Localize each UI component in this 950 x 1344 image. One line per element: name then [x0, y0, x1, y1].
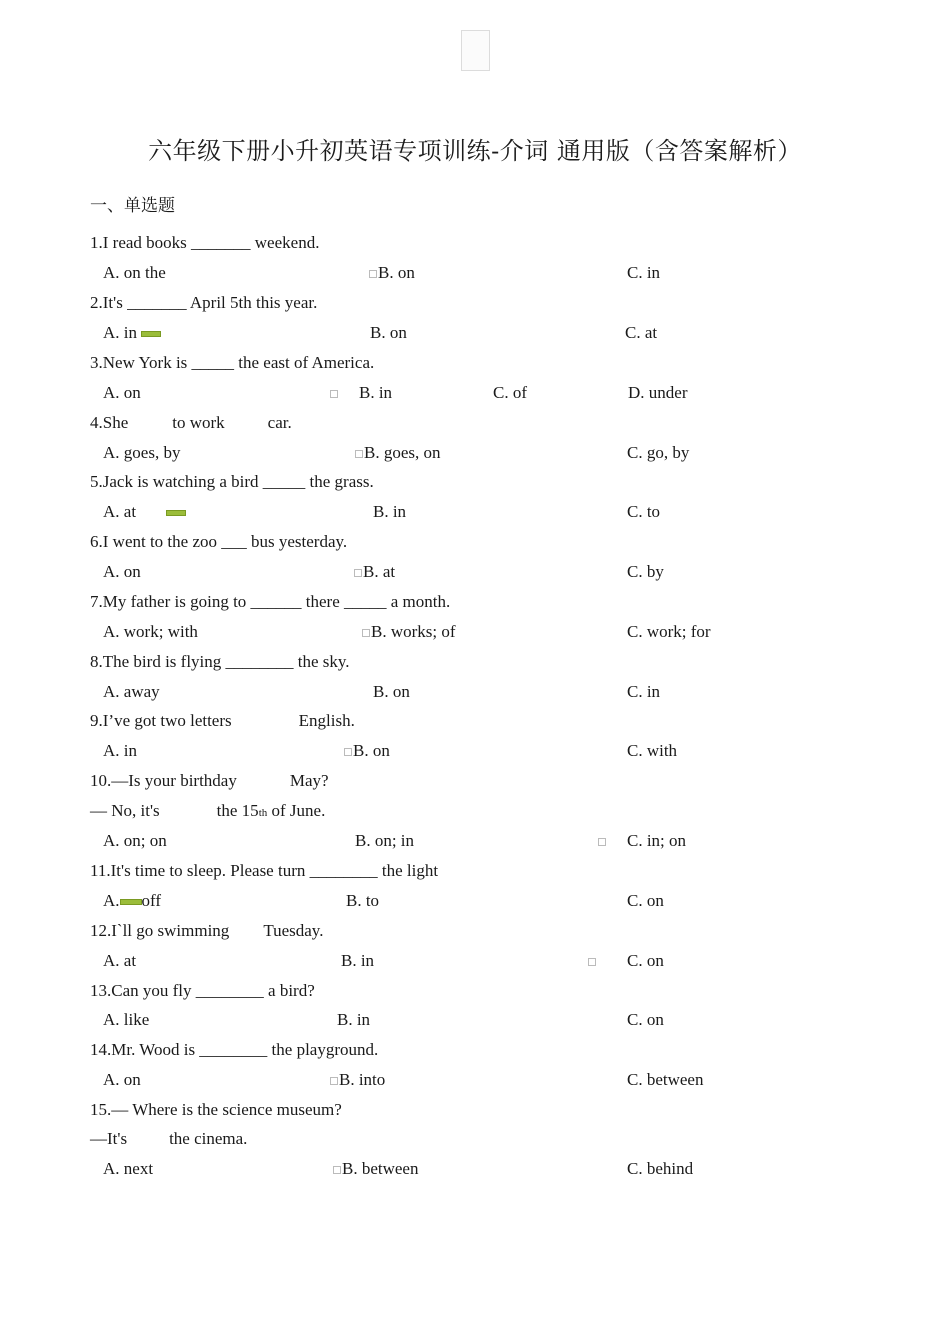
- question-stem: 5.Jack is watching a bird _____ the grass.: [90, 472, 374, 491]
- question-stem: 13.Can you fly ________ a bird?: [90, 981, 315, 1000]
- option-b[interactable]: B. in: [341, 951, 375, 970]
- option-a[interactable]: A. on: [103, 562, 141, 581]
- question-stem: 14.Mr. Wood is ________ the playground.: [90, 1040, 379, 1059]
- option-c[interactable]: C. by: [627, 562, 664, 581]
- option-a[interactable]: A. off: [103, 891, 162, 910]
- option-b[interactable]: B. at: [354, 561, 395, 583]
- option-c[interactable]: C. on: [627, 891, 664, 910]
- option-c[interactable]: C. work; for: [627, 622, 711, 641]
- option-a[interactable]: A. on the: [103, 263, 166, 282]
- option-d[interactable]: D. under: [628, 383, 688, 402]
- question-stem: 4.She to work car.: [90, 413, 292, 432]
- highlight-bar-icon: [120, 899, 142, 905]
- option-b[interactable]: B. between: [333, 1158, 418, 1180]
- question-stem: 8.The bird is flying ________ the sky.: [90, 652, 350, 671]
- option-b[interactable]: B. into: [330, 1069, 385, 1091]
- option-a[interactable]: A. at: [103, 501, 186, 523]
- option-c[interactable]: C. in; on: [627, 831, 687, 850]
- option-a[interactable]: A. like: [103, 1010, 150, 1029]
- option-b[interactable]: B. in: [337, 1010, 371, 1029]
- question-stem: 12.I`ll go swimming Tuesday.: [90, 921, 324, 940]
- option-b[interactable]: B. on: [369, 262, 415, 284]
- option-a[interactable]: A. in: [103, 322, 161, 344]
- option-a[interactable]: A. on; on: [103, 831, 167, 850]
- option-b[interactable]: B. works; of: [362, 621, 456, 643]
- option-a[interactable]: A. away: [103, 682, 160, 701]
- question-stem: 2.It's _______ April 5th this year.: [90, 293, 318, 312]
- question-stem: 1.I read books _______ weekend.: [90, 233, 320, 252]
- option-a[interactable]: A. goes, by: [103, 443, 181, 462]
- option-c[interactable]: C. of: [493, 383, 527, 402]
- marker-icon: [355, 450, 363, 458]
- option-c[interactable]: C. behind: [627, 1159, 694, 1178]
- marker-icon: [588, 950, 597, 972]
- highlight-bar-icon: [166, 510, 186, 516]
- option-b[interactable]: B. on; in: [355, 831, 415, 850]
- option-c[interactable]: C. on: [627, 1010, 664, 1029]
- option-a[interactable]: A. in: [103, 741, 137, 760]
- question-stem-line2: — No, it's the 15th of June.: [90, 801, 326, 820]
- option-c[interactable]: C. on: [627, 951, 664, 970]
- option-b[interactable]: B. on: [370, 323, 407, 342]
- option-c[interactable]: C. at: [625, 323, 658, 342]
- question-stem: 10.—Is your birthday May?: [90, 771, 329, 790]
- marker-icon: [330, 382, 339, 404]
- option-a[interactable]: A. next: [103, 1159, 154, 1178]
- marker-icon: [333, 1166, 341, 1174]
- option-b[interactable]: B. in: [373, 502, 407, 521]
- marker-icon: [369, 270, 377, 278]
- page-title: 六年级下册小升初英语专项训练-介词 通用版（含答案解析）: [148, 137, 802, 165]
- option-a[interactable]: A. on: [103, 383, 141, 402]
- question-stem-line2: —It's the cinema.: [90, 1129, 248, 1148]
- option-c[interactable]: C. with: [627, 741, 678, 760]
- option-a[interactable]: A. work; with: [103, 622, 198, 641]
- section-heading: 一、单选题: [90, 196, 175, 216]
- marker-icon: [354, 569, 362, 577]
- question-stem: 11.It's time to sleep. Please turn ________ the light: [90, 861, 439, 880]
- option-b[interactable]: B. goes, on: [355, 442, 441, 464]
- question-stem: 6.I went to the zoo ___ bus yesterday.: [90, 532, 348, 551]
- option-b[interactable]: B. on: [344, 740, 390, 762]
- marker-icon: [598, 830, 607, 852]
- option-a[interactable]: A. at: [103, 951, 137, 970]
- option-a[interactable]: A. on: [103, 1070, 141, 1089]
- highlight-bar-icon: [141, 331, 161, 337]
- option-c[interactable]: C. to: [627, 502, 661, 521]
- question-stem: 9.I’ve got two letters English.: [90, 711, 355, 730]
- question-stem: 3.New York is _____ the east of America.: [90, 353, 375, 372]
- header-logo-icon: [461, 30, 490, 71]
- option-c[interactable]: C. in: [627, 263, 661, 282]
- option-b[interactable]: B. in: [359, 383, 393, 402]
- option-c[interactable]: C. in: [627, 682, 661, 701]
- option-b[interactable]: B. on: [373, 682, 410, 701]
- marker-icon: [330, 1077, 338, 1085]
- question-stem: 15.— Where is the science museum?: [90, 1100, 342, 1119]
- option-c[interactable]: C. go, by: [627, 443, 690, 462]
- marker-icon: [344, 748, 352, 756]
- question-stem: 7.My father is going to ______ there _____ a month.: [90, 592, 451, 611]
- option-c[interactable]: C. between: [627, 1070, 704, 1089]
- marker-icon: [362, 629, 370, 637]
- option-b[interactable]: B. to: [346, 891, 380, 910]
